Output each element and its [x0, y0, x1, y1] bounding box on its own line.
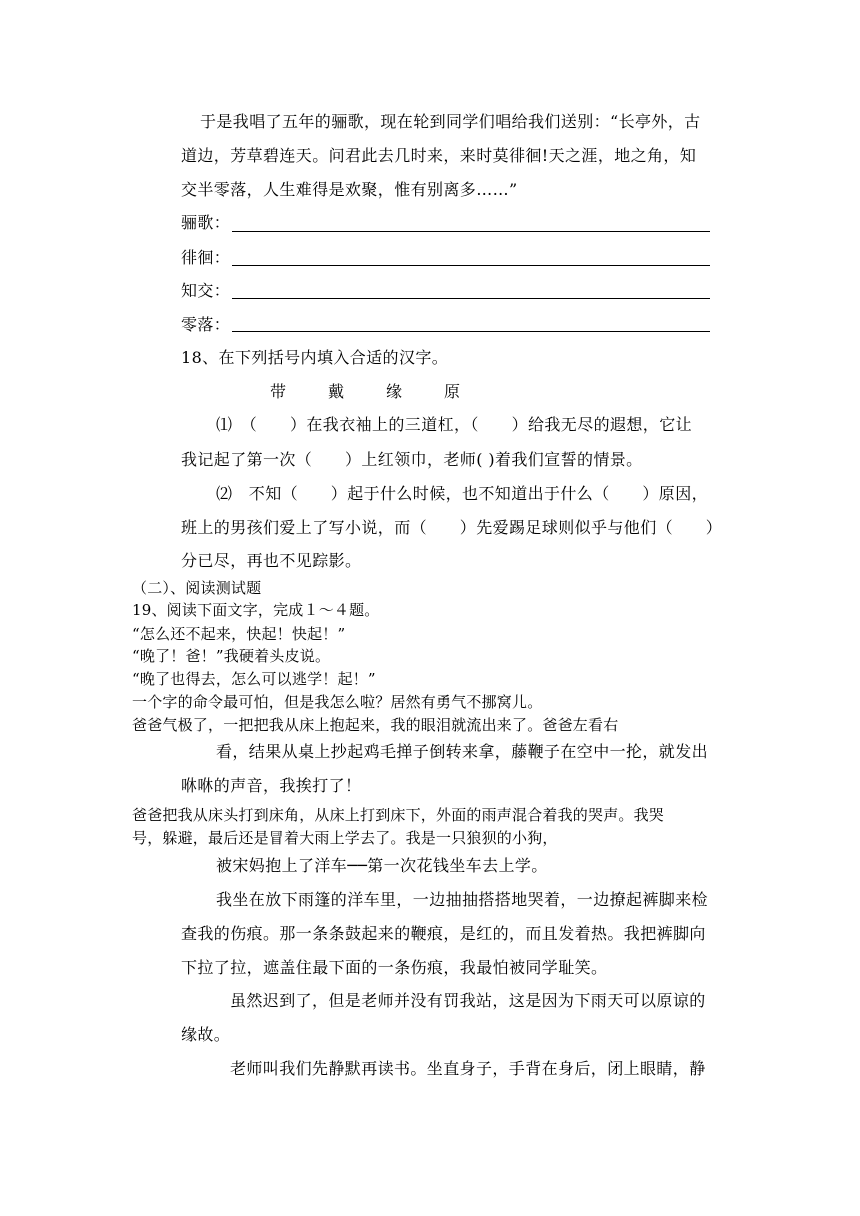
passage-line-command: 一个字的命令最可怕，但是我怎么啦？居然有勇气不挪窝儿。: [132, 693, 543, 711]
farewell-line-3: 交半零落，人生难得是欢聚，惟有别离多……”: [181, 180, 518, 199]
passage-line-rickshaw: 被宋妈抱上了洋车──第一次花钱坐车去上学。: [216, 856, 548, 875]
question-18-item-2-line-2: 班上的男孩们爱上了写小说，而（ ）先爱踢足球则似乎与他们（ ）: [181, 518, 723, 537]
vocab-answer-line-li-ge[interactable]: [232, 231, 710, 232]
char-option: 戴: [328, 382, 345, 401]
dialogue-line-1: “怎么还不起来，快起！快起！”: [132, 625, 346, 643]
vocab-term-li-ge: 骊歌：: [181, 213, 231, 232]
passage-paragraph-2-line-2: 缘故。: [181, 1025, 231, 1044]
vocab-answer-line-pai-huai[interactable]: [232, 265, 710, 266]
question-19-title: 19、阅读下面文字，完成１～４题。: [132, 601, 380, 619]
passage-paragraph-1-line-2: 查我的伤痕。那一条条鼓起来的鞭痕，是红的，而且发着热。我把裤脚向: [181, 924, 706, 943]
char-option: 原: [444, 382, 461, 401]
question-18-title: 18、在下列括号内填入合适的汉字。: [181, 348, 449, 367]
dialogue-line-3: “晚了也得去，怎么可以逃学！起！”: [132, 670, 376, 688]
vocab-term-zhi-jiao: 知交：: [181, 281, 231, 300]
question-18-item-1-line-2: 我记起了第一次（ ）上红领巾，老师( )着我们宣誓的情景。: [181, 450, 643, 469]
passage-paragraph-1-line-3: 下拉了拉，遮盖住最下面的一条伤痕，我最怕被同学耻笑。: [181, 958, 608, 977]
passage-paragraph-2-line-1: 虽然迟到了，但是老师并没有罚我站，这是因为下雨天可以原谅的: [230, 991, 706, 1010]
farewell-line-2: 道边，芳草碧连天。问君此去几时来，来时莫徘徊!天之涯，地之角，知: [181, 146, 697, 165]
vocab-term-ling-luo: 零落：: [181, 315, 231, 334]
farewell-line-1: 于是我唱了五年的骊歌，现在轮到同学们唱给我们送别：“长亭外，古: [200, 112, 701, 131]
dialogue-line-2: “晚了！爸！”我硬着头皮说。: [132, 647, 331, 665]
question-18-item-2-line-3: 分已尽，再也不见踪影。: [181, 551, 362, 570]
passage-line-father-1: 爸爸气极了，一把把我从床上抱起来，我的眼泪就流出来了。爸爸左看右: [132, 716, 619, 734]
passage-line-father-2: 看，结果从桌上抄起鸡毛掸子倒转来拿，藤鞭子在空中一抡，就发出: [216, 742, 709, 761]
passage-paragraph-3-line-1: 老师叫我们先静默再读书。坐直身子，手背在身后，闭上眼睛，静: [230, 1059, 706, 1078]
vocab-answer-line-zhi-jiao[interactable]: [232, 298, 710, 299]
passage-line-father-3: 咻咻的声音，我挨打了！: [181, 776, 362, 795]
section-heading-reading: （二）、阅读测试题: [132, 579, 262, 597]
question-18-item-1-line-1: ⑴ （ ）在我衣袖上的三道杠，（ ）给我无尽的遐想，它让: [216, 415, 693, 434]
question-18-item-2-line-1: ⑵ 不知（ ）起于什么时候，也不知道出于什么（ ）原因，: [216, 484, 709, 503]
passage-paragraph-1-line-1: 我坐在放下雨篷的洋车里，一边抽抽搭搭地哭着，一边撩起裤脚来检: [216, 890, 709, 909]
passage-line-beaten-2: 号，躲避，最后还是冒着大雨上学去了。我是一只狼狈的小狗，: [132, 829, 558, 847]
char-option: 带: [270, 382, 287, 401]
char-option: 缘: [386, 382, 403, 401]
vocab-answer-line-ling-luo[interactable]: [232, 331, 710, 332]
passage-line-beaten-1: 爸爸把我从床头打到床角，从床上打到床下，外面的雨声混合着我的哭声。我哭: [132, 806, 665, 824]
vocab-term-pai-huai: 徘徊：: [181, 248, 231, 267]
question-18-char-options: [270, 382, 502, 402]
